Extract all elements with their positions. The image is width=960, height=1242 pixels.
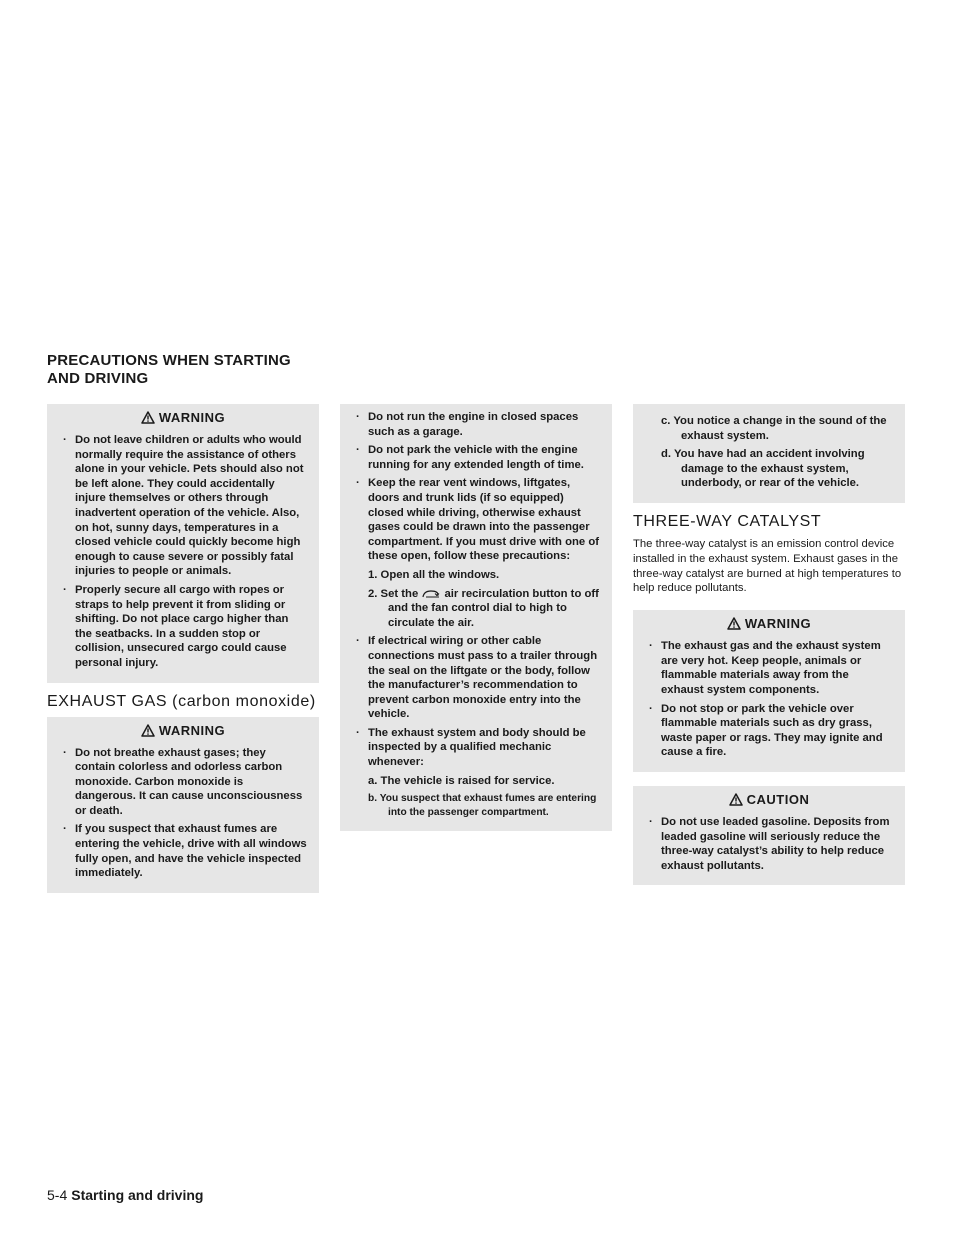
warning-box-catalyst [633,610,905,772]
warning-item: · Do not run the engine in closed spaces such as a garage. [352,410,600,439]
warning-box-continued [340,404,612,831]
caution-box [633,786,905,885]
three-way-catalyst-heading: THREE-WAY CATALYST [633,512,822,530]
sub-item-b: b. You suspect that exhaust fumes are entering into the passenger compartment. [368,793,597,818]
warning-box-children [47,404,319,683]
warning-item: · Do not breathe exhaust gases; they contain colorless and odorless carbon monoxide. Carbon monoxide is dangerous. It can cause unconsciousness or death. [59,746,307,819]
caution-title: CAUTION [746,791,810,807]
warning-item: · Do not leave children or adults who would normally require the assistance of others alone in your vehicle. Pets should also not be left alone. They could accidentally injure themselves or others through inadvertent operation of the vehicle. Also, on hot, sunny days, temperatures in a closed vehicle could quickly become high enough to cause severe or possibly fatal injuries to people or animals. [59,433,307,579]
warning-item: · Do not park the vehicle with the engine running for any extended length of time. [352,443,600,472]
warning-triangle-icon [141,724,155,737]
page-number: 5-4 [47,1187,68,1203]
warning-box-exhaust [47,717,319,893]
warning-item: · Do not stop or park the vehicle over flammable materials such as dry grass, waste paper or rags. They may ignite and cause a fire. [645,702,893,760]
warning-item: · If electrical wiring or other cable connections must pass to a trailer through the seal on the liftgate or the body, follow the manufacturer’s recommendation to prevent carbon monoxide entry into the vehicle. [352,634,600,722]
column-2 [340,404,612,831]
step-2-text: air recirculation button to off and the fan control dial to high to circulate the air. [388,587,599,629]
sub-item-c: c. You notice a change in the sound of the exhaust system. [661,415,887,442]
warning-item: · The exhaust gas and the exhaust system are very hot. Keep people, animals or flammable materials away from the exhaust system components. [645,639,893,697]
section-title-line2: AND DRIVING [47,370,149,387]
warning-item: · Keep the rear vent windows, liftgates, doors and trunk lids (if so equipped) closed while driving, otherwise exhaust gases could be drawn into the passenger compartment. If you must drive with one of these open, follow these precautions: [352,476,600,564]
section-title-line1: PRECAUTIONS WHEN STARTING [47,352,291,369]
warning-triangle-icon [727,617,741,630]
warning-box-continued-2 [633,404,905,503]
warning-item: · Properly secure all cargo with ropes or straps to help prevent it from sliding or shifting. Do not place cargo higher than the seatbacks. In a sudden stop or collision, unsecured cargo could cause personal injury. [59,583,307,671]
page-footer [47,1187,203,1203]
step-1: 1. Open all the windows. [368,568,500,581]
sub-item-d: d. You have had an accident involving damage to the exhaust system, underbody, or rear of the vehicle. [661,448,865,490]
caution-triangle-icon [729,793,743,806]
exhaust-gas-heading: EXHAUST GAS (carbon monoxide) [47,692,316,710]
warning-title: WARNING [744,616,812,632]
step-2 [352,587,600,631]
warning-triangle-icon [141,411,155,424]
warning-item: · If you suspect that exhaust fumes are entering the vehicle, drive with all windows fully open, and have the vehicle inspected immediately. [59,822,307,880]
warning-item: · The exhaust system and body should be inspected by a qualified mechanic whenever: [352,726,600,770]
air-recirculation-icon [421,589,441,599]
chapter-title: Starting and driving [71,1187,204,1203]
caution-item: · Do not use leaded gasoline. Deposits from leaded gasoline will seriously reduce the three-way catalyst’s ability to help reduce exhaust pollutants. [645,815,893,873]
warning-title: WARNING [158,722,226,738]
catalyst-paragraph: The three-way catalyst is an emission control device installed in the exhaust system. Exhaust gases in the three-way catalyst are burned at high temperatures to help reduce pollutants. [633,537,902,595]
section-title [47,352,291,388]
sub-item-a: a. The vehicle is raised for service. [368,774,555,787]
column-3 [633,404,905,885]
warning-title: WARNING [158,410,226,425]
step-2-prefix: 2. Set the [368,587,419,600]
column-1 [47,404,319,893]
